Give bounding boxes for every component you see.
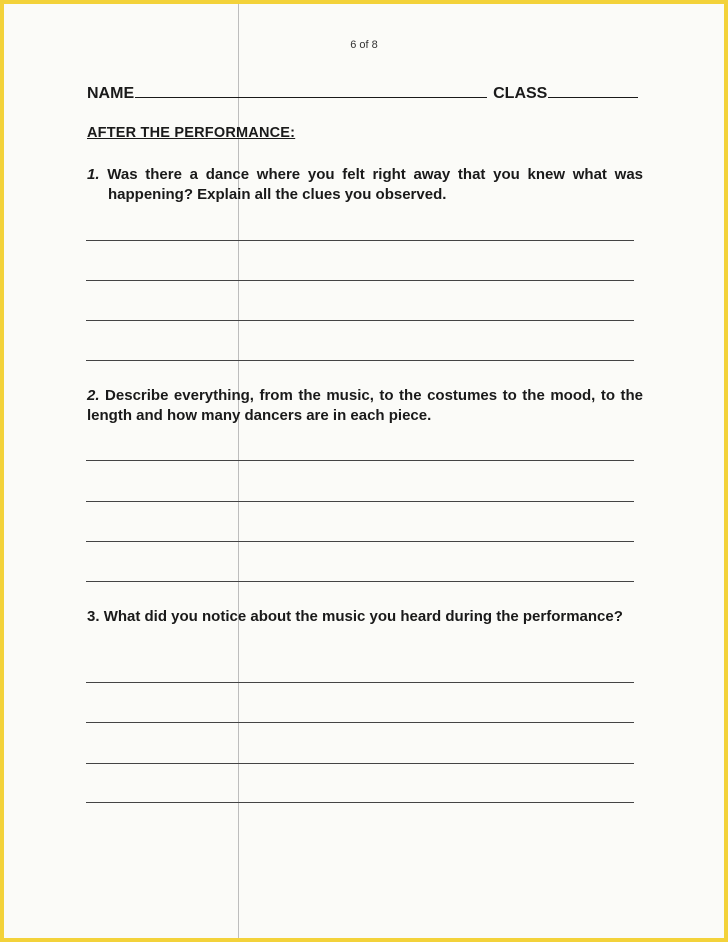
answer-line-q2-4[interactable]	[86, 581, 634, 582]
answer-line-q3-4[interactable]	[86, 802, 634, 803]
worksheet-page	[4, 4, 724, 938]
answer-line-q2-3[interactable]	[86, 541, 634, 542]
answer-line-q2-2[interactable]	[86, 501, 634, 502]
page-fold-line	[238, 4, 239, 938]
question-3-number: 3.	[87, 608, 100, 625]
class-label: CLASS	[493, 85, 548, 102]
question-2-text: Describe everything, from the music, to the costumes to the mood, to the length and how many dancers are in each piece.	[87, 387, 644, 424]
answer-line-q3-1[interactable]	[86, 682, 634, 683]
answer-line-q1-4[interactable]	[86, 360, 634, 361]
question-2	[87, 386, 643, 426]
answer-line-q2-1[interactable]	[86, 460, 634, 461]
answer-line-q1-1[interactable]	[86, 240, 634, 241]
answer-line-q3-2[interactable]	[86, 722, 634, 723]
question-1-text: Was there a dance where you felt right away that you knew what was happening? Explain all the clues you observed.	[107, 166, 644, 203]
name-label: NAME	[87, 85, 135, 102]
question-3-text: What did you notice about the music you heard during the performance?	[103, 608, 623, 625]
answer-line-q1-2[interactable]	[86, 280, 634, 281]
class-blank[interactable]	[548, 83, 638, 98]
question-1-number: 1.	[87, 166, 100, 183]
answer-line-q3-3[interactable]	[86, 763, 634, 764]
question-1	[87, 165, 643, 205]
name-class-header	[87, 83, 643, 103]
answer-line-q1-3[interactable]	[86, 320, 634, 321]
question-2-number: 2.	[87, 387, 100, 404]
question-3	[87, 607, 643, 627]
page-number: 6 of 8	[350, 39, 378, 51]
section-title: AFTER THE PERFORMANCE:	[87, 125, 296, 141]
name-blank[interactable]	[135, 83, 487, 98]
